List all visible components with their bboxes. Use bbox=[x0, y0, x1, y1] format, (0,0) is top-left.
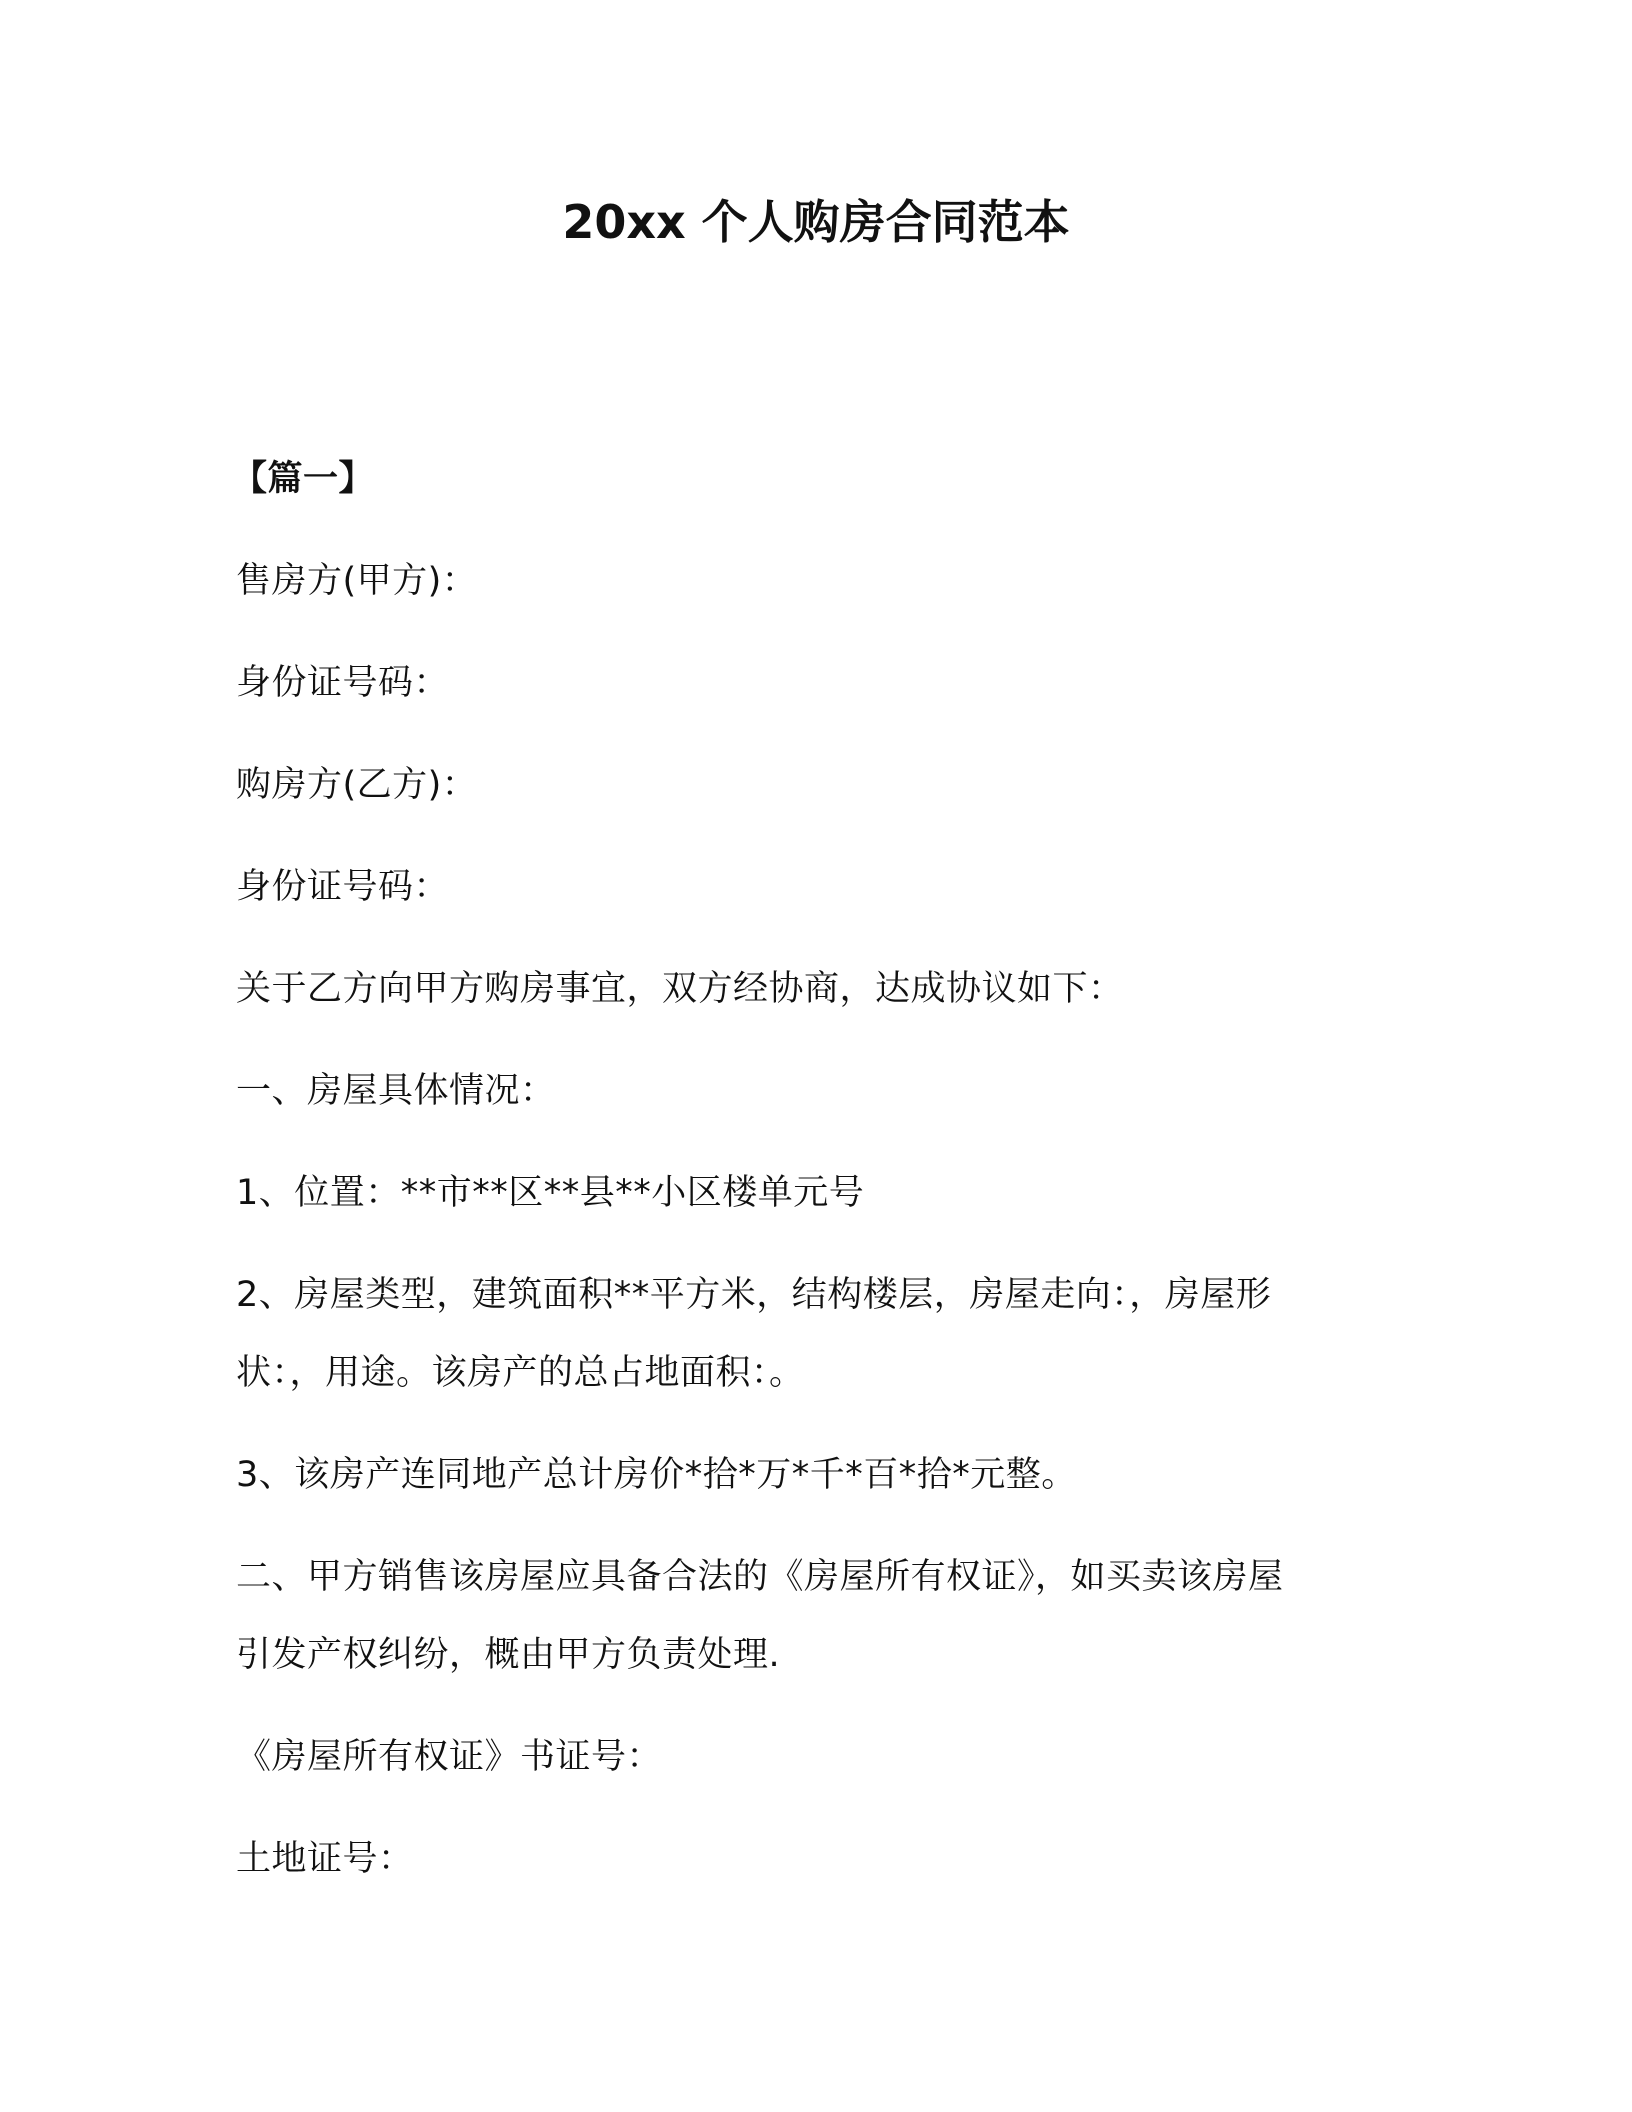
paragraph-certificate-number: 《房屋所有权证》书证号： bbox=[236, 1737, 663, 1777]
paragraph-land-certificate: 土地证号： bbox=[236, 1839, 414, 1879]
paragraph-house-type-line-1: 2、房屋类型，建筑面积**平方米，结构楼层，房屋走向：，房屋形 bbox=[236, 1275, 1272, 1315]
paragraph-clause-1-heading: 一、房屋具体情况： bbox=[236, 1071, 556, 1111]
section-label: 【篇一】 bbox=[232, 459, 375, 499]
paragraph-buyer: 购房方(乙方)： bbox=[236, 765, 478, 805]
document-body bbox=[232, 440, 1396, 1898]
paragraph-price: 3、该房产连同地产总计房价*拾*万*千*百*拾*元整。 bbox=[236, 1455, 1077, 1495]
document-title: 20xx 个人购房合同范本 bbox=[562, 195, 1070, 249]
paragraph-seller-id: 身份证号码： bbox=[236, 663, 450, 703]
paragraph-buyer-id: 身份证号码： bbox=[236, 867, 450, 907]
paragraph-house-type-line-2: 状：，用途。该房产的总占地面积：。 bbox=[236, 1353, 805, 1393]
paragraph-location: 1、位置：**市**区**县**小区楼单元号 bbox=[236, 1173, 865, 1213]
paragraph-clause-2-line-1: 二、甲方销售该房屋应具备合法的《房屋所有权证》，如买卖该房屋 bbox=[236, 1557, 1284, 1597]
paragraph-clause-2-line-2: 引发产权纠纷，概由甲方负责处理. bbox=[236, 1635, 781, 1675]
paragraph-seller: 售房方(甲方)： bbox=[236, 561, 478, 601]
paragraph-agreement-intro: 关于乙方向甲方购房事宜，双方经协商，达成协议如下： bbox=[236, 969, 1124, 1009]
